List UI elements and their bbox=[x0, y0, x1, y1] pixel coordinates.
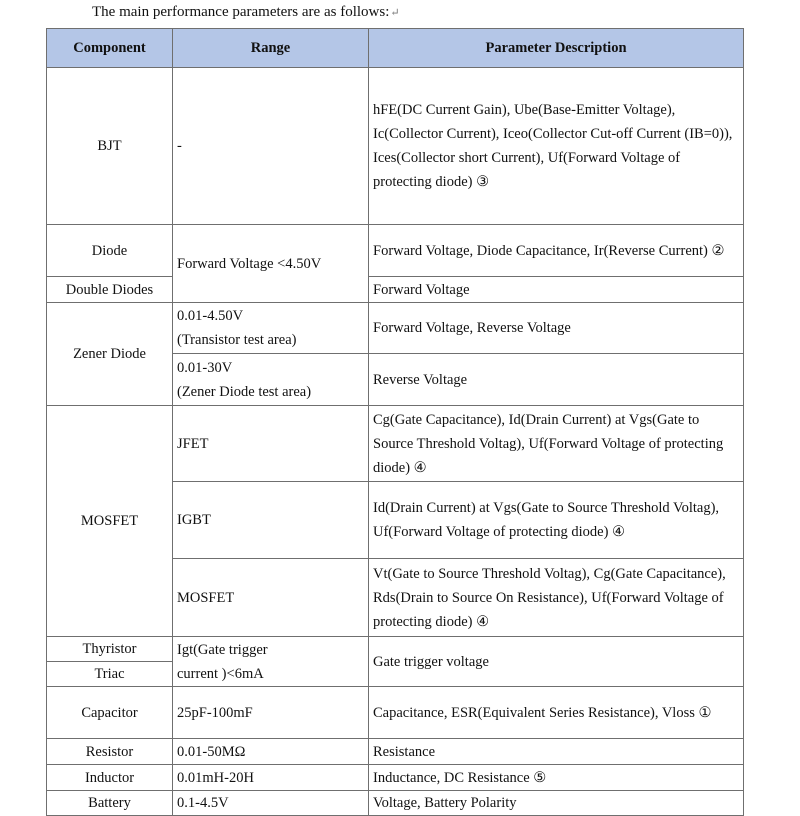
intro-label: The main performance parameters are as follows: bbox=[92, 4, 390, 20]
component-cell: Diode bbox=[47, 225, 173, 277]
component-cell: Capacitor bbox=[47, 687, 173, 739]
component-cell: Triac bbox=[47, 662, 173, 687]
component-cell: Double Diodes bbox=[47, 277, 173, 303]
component-cell: Thyristor bbox=[47, 637, 173, 662]
intro-text bbox=[92, 2, 400, 23]
range-cell: Forward Voltage <4.50V bbox=[173, 225, 369, 303]
header-description: Parameter Description bbox=[369, 29, 744, 68]
range-cell bbox=[173, 354, 369, 406]
description-cell: Resistance bbox=[369, 739, 744, 765]
range-line: (Zener Diode test area) bbox=[177, 383, 312, 400]
description-cell: Cg(Gate Capacitance), Id(Drain Current) at Vgs(Gate to Source Threshold Voltag), Uf(Forward Voltage of protecting diode) ④ bbox=[369, 406, 744, 482]
table-row bbox=[47, 765, 744, 791]
component-cell: Resistor bbox=[47, 739, 173, 765]
table-row bbox=[47, 68, 744, 225]
range-cell: MOSFET bbox=[173, 559, 369, 637]
table-header-row bbox=[47, 29, 744, 68]
description-cell: Gate trigger voltage bbox=[369, 637, 744, 687]
range-cell: JFET bbox=[173, 406, 369, 482]
range-cell: - bbox=[173, 68, 369, 225]
range-cell bbox=[173, 637, 369, 687]
component-cell: Inductor bbox=[47, 765, 173, 791]
table-row bbox=[47, 791, 744, 816]
description-cell: Voltage, Battery Polarity bbox=[369, 791, 744, 816]
range-cell: 0.1-4.5V bbox=[173, 791, 369, 816]
header-range: Range bbox=[173, 29, 369, 68]
description-cell: hFE(DC Current Gain), Ube(Base-Emitter Voltage), Ic(Collector Current), Iceo(Collector Cut-off Current (IB=0)), Ices(Collector short Current), Uf(Forward Voltage of protecting diode) ③ bbox=[369, 68, 744, 225]
description-cell: Forward Voltage, Reverse Voltage bbox=[369, 303, 744, 354]
description-cell: Id(Drain Current) at Vgs(Gate to Source Threshold Voltag), Uf(Forward Voltage of protecting diode) ④ bbox=[369, 482, 744, 559]
table-row bbox=[47, 637, 744, 662]
range-line: (Transistor test area) bbox=[177, 332, 297, 348]
table-row bbox=[47, 277, 744, 303]
description-cell: Capacitance, ESR(Equivalent Series Resistance), Vloss ① bbox=[369, 687, 744, 739]
range-line: 0.01-4.50V bbox=[177, 308, 244, 324]
return-mark: ↵ bbox=[390, 7, 400, 19]
range-cell: 25pF-100mF bbox=[173, 687, 369, 739]
range-cell: 0.01-50MΩ bbox=[173, 739, 369, 765]
table-row bbox=[47, 406, 744, 482]
component-cell: Battery bbox=[47, 791, 173, 816]
range-line: current )<6mA bbox=[177, 665, 264, 682]
table-row bbox=[47, 739, 744, 765]
description-cell: Reverse Voltage bbox=[369, 354, 744, 406]
component-cell: MOSFET bbox=[47, 406, 173, 637]
description-cell: Forward Voltage, Diode Capacitance, Ir(Reverse Current) ② bbox=[369, 225, 744, 277]
range-cell bbox=[173, 303, 369, 354]
description-cell: Inductance, DC Resistance ⑤ bbox=[369, 765, 744, 791]
description-cell: Forward Voltage bbox=[369, 277, 744, 303]
header-component: Component bbox=[47, 29, 173, 68]
table-row bbox=[47, 303, 744, 354]
parameter-table bbox=[46, 28, 744, 816]
table-row bbox=[47, 687, 744, 739]
range-cell: IGBT bbox=[173, 482, 369, 559]
component-cell: BJT bbox=[47, 68, 173, 225]
range-line: Igt(Gate trigger bbox=[177, 641, 268, 658]
component-cell: Zener Diode bbox=[47, 303, 173, 406]
range-line: 0.01-30V bbox=[177, 359, 233, 376]
range-cell: 0.01mH-20H bbox=[173, 765, 369, 791]
table-row bbox=[47, 225, 744, 277]
description-cell: Vt(Gate to Source Threshold Voltag), Cg(Gate Capacitance), Rds(Drain to Source On Resistance), Uf(Forward Voltage of protecting diode) ④ bbox=[369, 559, 744, 637]
